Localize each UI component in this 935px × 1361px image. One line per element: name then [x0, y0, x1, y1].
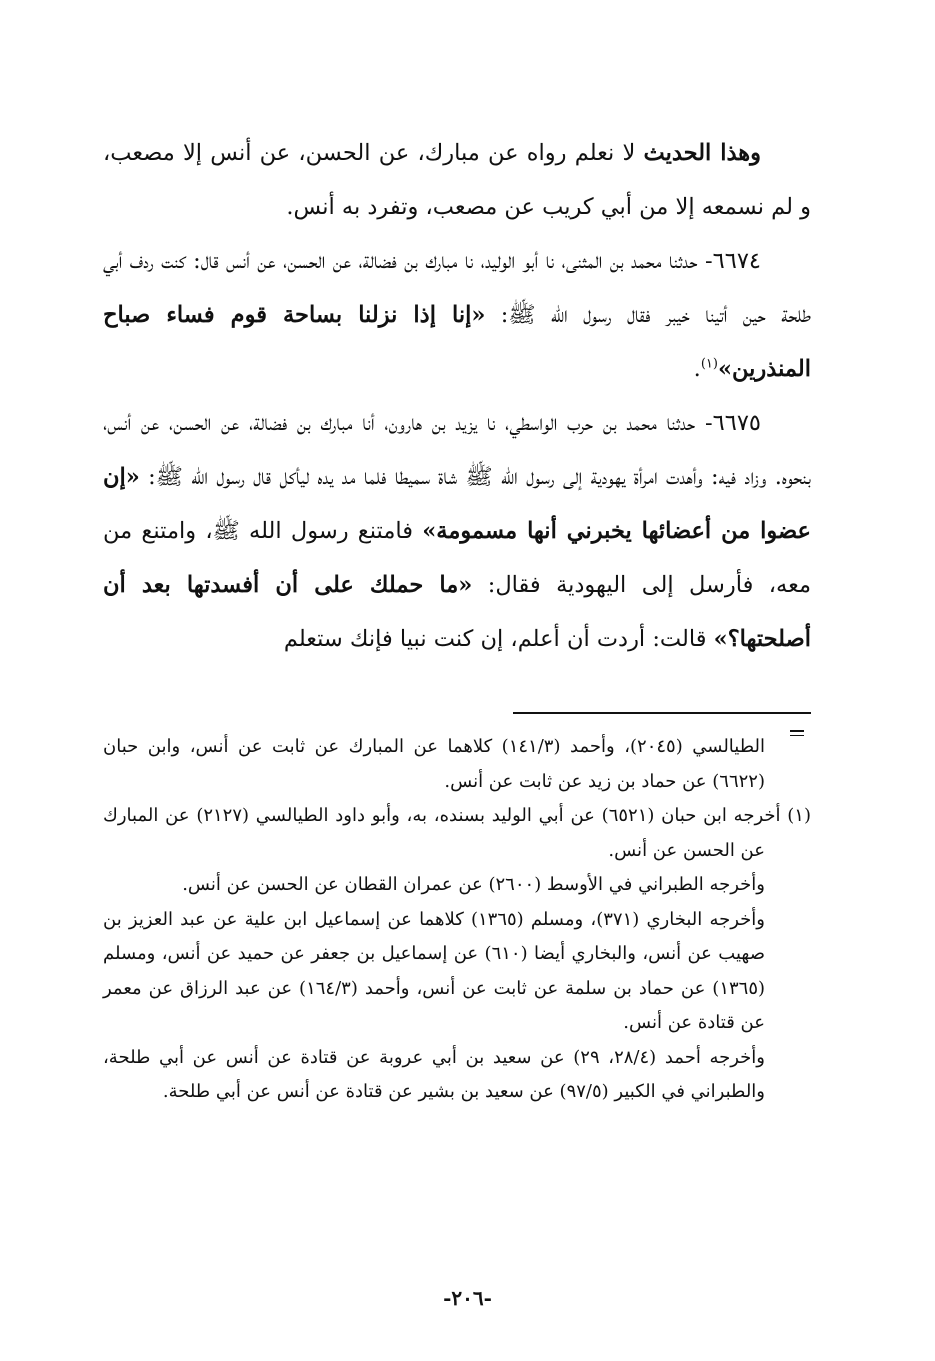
hadith-6675-text: ٦٦٧٥- حدثنا محمد بن حرب الواسطي، نا يزيد بن هارون، أنا مبارك بن فضالة، عن الحسن، عن أنس، بنحوه. وزاد فيه: وأهدت امرأة يهودية إلى رسول الله ﷺ شاة سميطا فلما مد يده ليأكل قال رسول الله ﷺ: [103, 410, 811, 490]
hadith-6674 [103, 234, 811, 396]
paragraph-intro-text: لا نعلم رواه عن مبارك، عن الحسن، عن أنس إلا مصعب، و لم نسمعه إلا من أبي كريب عن مصعب، وتفرد به أنس. [103, 140, 811, 220]
hadith-6674-text: ٦٦٧٤- حدثنا محمد بن المثنى، نا أبو الوليد، نا مبارك بن فضالة، عن الحسن، عن أنس قال: كنت ردف أبي طلحة حين أتينا خيبر فقال رسول الله ﷺ: [103, 248, 811, 328]
hadith-6674-end: . [693, 356, 701, 382]
hadith-6675-end: قالت: أردت أن أعلم، إن كنت نبيا فإنك ستعلم [283, 626, 714, 652]
footnote-1-paragraph-2: وأخرجه الطبراني في الأوسط (٢٦٠٠) عن عمران القطان عن الحسن عن أنس. [182, 874, 765, 895]
page-number: -٢٠٦- [443, 1286, 492, 1310]
hadith-6675-quote-2: «ما حملك على أن أفسدتها بعد أن أصلحتها؟» [103, 572, 811, 652]
footnote-separator [513, 712, 811, 714]
paragraph-intro [103, 126, 811, 234]
lead-phrase: وهذا الحديث [643, 140, 761, 166]
hadith-6674-quote: «إنا إذا نزلنا بساحة قوم فساء صباح المنذرين» [103, 302, 811, 382]
hadith-6675-quote-1: «إن عضوا من أعضائها يخبرني أنها مسمومة» [103, 464, 811, 544]
hadith-6675 [103, 396, 811, 666]
hadith-6675-mid: فامتنع رسول الله ﷺ، وامتنع من معه، فأرسل إلى اليهودية فقال: [103, 518, 811, 598]
footnote-1-paragraph-3: وأخرجه البخاري (٣٧١)، ومسلم (١٣٦٥) كلاهما عن إسماعيل ابن علية عن عبد العزيز بن صهيب عن أنس، والبخاري أيضا (٦١٠) عن إسماعيل بن جعفر عن حميد عن أنس، ومسلم (١٣٦٥) عن حماد بن سلمة عن ثابت عن أنس، وأحمد (١٦٤/٣) عن عبد الرزاق عن معمر عن قتادة عن أنس. [103, 908, 766, 1033]
footnotes [103, 730, 811, 1110]
footnote-1: (١) أخرجه ابن حبان (٦٥٢١) عن أبي الوليد بسنده، به، وأبو داود الطيالسي (٢١٢٧) عن المبارك عن الحسن عن أنس. [103, 805, 811, 861]
main-text-body [103, 126, 811, 666]
footnote-continuation: الطيالسي (٢٠٤٥)، وأحمد (١٤١/٣) كلاهما عن المبارك عن ثابت عن أنس، وابن حبان (٦٦٢٢) عن حماد بن زيد عن ثابت عن أنس. [103, 736, 765, 792]
footnote-ref-1[interactable]: (١) [700, 356, 718, 372]
footnote-1-paragraph-4: وأخرجه أحمد (٢٨/٤، ٢٩) عن سعيد بن أبي عروبة عن قتادة عن أنس عن أبي طلحة، والطبراني في الكبير (٩٧/٥) عن سعيد بن بشير عن قتادة عن أنس عن أبي طلحة. [103, 1046, 766, 1102]
